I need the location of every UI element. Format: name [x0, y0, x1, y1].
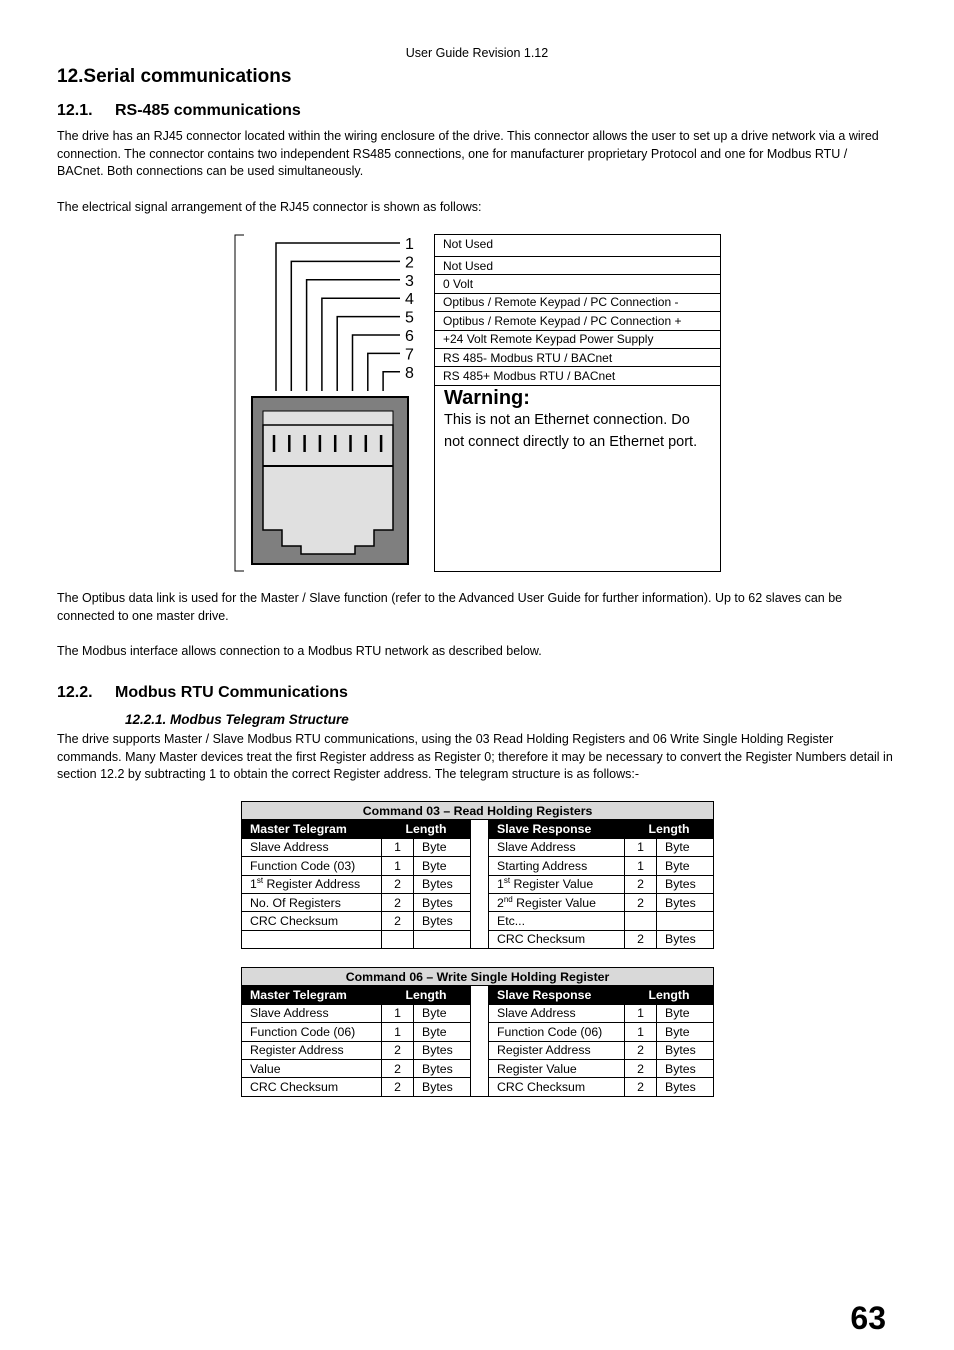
master-field: Slave Address	[242, 1004, 382, 1022]
length-count: 2	[625, 893, 657, 911]
length-unit: Bytes	[657, 1041, 714, 1059]
master-field: Function Code (03)	[242, 857, 382, 875]
length-count: 1	[625, 1004, 657, 1022]
pin-function: 0 Volt	[435, 275, 721, 293]
slave-field: Slave Address	[489, 1004, 625, 1022]
pinout-row	[435, 367, 721, 385]
slave-field: Slave Address	[489, 838, 625, 856]
length-unit	[657, 912, 714, 930]
length-count: 1	[382, 857, 414, 875]
table-row	[242, 875, 714, 893]
command-03-table	[241, 801, 714, 949]
rj45-connector-diagram	[230, 230, 440, 575]
table-title: Command 03 – Read Holding Registers	[242, 802, 714, 820]
subsection-title: RS-485 communications	[115, 102, 301, 119]
master-field: No. Of Registers	[242, 893, 382, 911]
warning-box	[434, 385, 721, 572]
paragraph-optibus: The Optibus data link is used for the Master / Slave function (refer to the Advanced User Guide for further information). Up to 62 slaves can be connected to one master drive.	[57, 591, 843, 623]
pin-function: Not Used	[435, 257, 721, 275]
length-count: 2	[382, 875, 414, 893]
table-row	[242, 857, 714, 875]
length-count	[625, 912, 657, 930]
length-unit: Bytes	[414, 875, 471, 893]
length-count: 1	[382, 838, 414, 856]
pin-number: 2	[405, 254, 414, 272]
length-unit: Bytes	[414, 1059, 471, 1077]
subsection-number: 12.2.	[57, 684, 93, 701]
length-count: 1	[625, 1023, 657, 1041]
paragraph-telegram-structure: The drive supports Master / Slave Modbus RTU communications, using the 03 Read Holding Registers and 06 Write Single Holding Register commands. Many Master devices treat the first Register address as Register 0; therefore it may be necessary to convert the Register Numbers detail in section 12.2 by subtracting 1 to obtain the correct Register address. The telegram structure is as follows:-	[57, 732, 893, 782]
table-row	[242, 1041, 714, 1059]
table-title: Command 06 – Write Single Holding Register	[242, 968, 714, 986]
pinout-row	[435, 348, 721, 366]
master-field: Slave Address	[242, 838, 382, 856]
master-field: 1st Register Address	[242, 875, 382, 893]
length-count: 1	[625, 838, 657, 856]
warning-text: This is not an Ethernet connection. Do not connect directly to an Ethernet port.	[444, 412, 698, 450]
subsection-heading-modbus	[57, 684, 348, 702]
length-unit: Byte	[414, 1004, 471, 1022]
length-unit: Byte	[414, 1023, 471, 1041]
pin-wire	[383, 372, 400, 391]
table-row	[242, 912, 714, 930]
length-count: 2	[625, 930, 657, 948]
slave-header: Slave Response	[489, 820, 625, 838]
length-unit: Bytes	[657, 1059, 714, 1077]
paragraph-signal-arrangement: The electrical signal arrangement of the RJ45 connector is shown as follows:	[57, 200, 482, 214]
pin-number: 7	[405, 346, 414, 364]
pinout-row	[435, 257, 721, 275]
length-header: Length	[625, 820, 714, 838]
length-unit: Bytes	[657, 875, 714, 893]
rj45-pinout-table	[434, 234, 721, 386]
table-row	[242, 1004, 714, 1022]
pin-wire	[353, 335, 401, 391]
length-count: 1	[382, 1004, 414, 1022]
length-unit: Bytes	[414, 893, 471, 911]
length-count	[382, 930, 414, 948]
slave-field: 1st Register Value	[489, 875, 625, 893]
slave-field: 2nd Register Value	[489, 893, 625, 911]
length-count: 2	[382, 912, 414, 930]
pin-function: +24 Volt Remote Keypad Power Supply	[435, 330, 721, 348]
subsection-number: 12.1.	[57, 102, 93, 119]
length-count: 2	[625, 1041, 657, 1059]
slave-header: Slave Response	[489, 986, 625, 1004]
pinout-row	[435, 275, 721, 293]
length-unit: Bytes	[414, 1041, 471, 1059]
pinout-row	[435, 330, 721, 348]
pin-number: 4	[405, 291, 414, 309]
pin-function: RS 485+ Modbus RTU / BACnet	[435, 367, 721, 385]
length-count: 2	[625, 1078, 657, 1096]
slave-field: Register Address	[489, 1041, 625, 1059]
slave-field: Function Code (06)	[489, 1023, 625, 1041]
pinout-row	[435, 312, 721, 330]
length-count: 1	[625, 857, 657, 875]
length-count: 2	[382, 1041, 414, 1059]
pin-number: 1	[405, 236, 414, 253]
pinout-row	[435, 293, 721, 311]
pin-function: RS 485- Modbus RTU / BACnet	[435, 348, 721, 366]
paragraph-rj45-intro: The drive has an RJ45 connector located within the wiring enclosure of the drive. This connector allows the user to set up a drive network via a wired connection. The connector contains two independent RS485 connections, one for manufacturer proprietary Protocol and one for Modbus RTU / BACnet. Both connections can be used simultaneously.	[57, 129, 879, 179]
page-number: 63	[850, 1300, 886, 1336]
master-field: Value	[242, 1059, 382, 1077]
slave-field: CRC Checksum	[489, 930, 625, 948]
paragraph-modbus-interface: The Modbus interface allows connection to a Modbus RTU network as described below.	[57, 644, 542, 658]
length-unit: Bytes	[657, 930, 714, 948]
pinout-row	[435, 235, 721, 257]
length-count: 1	[382, 1023, 414, 1041]
running-header: User Guide Revision 1.12	[405, 46, 549, 60]
table-row	[242, 930, 714, 948]
master-field: CRC Checksum	[242, 1078, 382, 1096]
length-count: 2	[382, 893, 414, 911]
length-unit: Byte	[414, 838, 471, 856]
table-row	[242, 893, 714, 911]
warning-title: Warning:	[444, 387, 530, 409]
pin-function: Optibus / Remote Keypad / PC Connection +	[435, 312, 721, 330]
length-count: 2	[625, 875, 657, 893]
pin-number: 6	[405, 328, 414, 345]
length-unit: Byte	[657, 1004, 714, 1022]
pin-function: Optibus / Remote Keypad / PC Connection -	[435, 293, 721, 311]
table-row	[242, 838, 714, 856]
subsubsection-title: 12.2.1. Modbus Telegram Structure	[125, 712, 349, 727]
master-header: Master Telegram	[242, 986, 382, 1004]
master-field: Register Address	[242, 1041, 382, 1059]
length-count: 2	[382, 1059, 414, 1077]
subsection-heading-rs485	[57, 102, 301, 120]
length-unit	[414, 930, 471, 948]
master-field: CRC Checksum	[242, 912, 382, 930]
pin-wire	[322, 298, 400, 391]
length-header: Length	[382, 986, 471, 1004]
subsection-title: Modbus RTU Communications	[115, 684, 348, 701]
section-title: 12.Serial communications	[57, 66, 292, 87]
length-count: 2	[382, 1078, 414, 1096]
table-row	[242, 1078, 714, 1096]
slave-field: CRC Checksum	[489, 1078, 625, 1096]
master-field: Function Code (06)	[242, 1023, 382, 1041]
length-unit: Bytes	[414, 912, 471, 930]
pin-number: 8	[405, 364, 414, 382]
length-header: Length	[382, 820, 471, 838]
pin-number: 3	[405, 272, 414, 290]
master-field	[242, 930, 382, 948]
table-row	[242, 1023, 714, 1041]
table-row	[242, 1059, 714, 1077]
length-unit: Byte	[657, 838, 714, 856]
length-unit: Byte	[414, 857, 471, 875]
length-unit: Bytes	[414, 1078, 471, 1096]
length-unit: Byte	[657, 857, 714, 875]
slave-field: Etc...	[489, 912, 625, 930]
length-count: 2	[625, 1059, 657, 1077]
pin-number: 5	[405, 309, 414, 327]
length-unit: Byte	[657, 1023, 714, 1041]
pin-function: Not Used	[435, 235, 721, 257]
slave-field: Starting Address	[489, 857, 625, 875]
length-unit: Bytes	[657, 1078, 714, 1096]
master-header: Master Telegram	[242, 820, 382, 838]
length-unit: Bytes	[657, 893, 714, 911]
slave-field: Register Value	[489, 1059, 625, 1077]
length-header: Length	[625, 986, 714, 1004]
command-06-table	[241, 967, 714, 1097]
